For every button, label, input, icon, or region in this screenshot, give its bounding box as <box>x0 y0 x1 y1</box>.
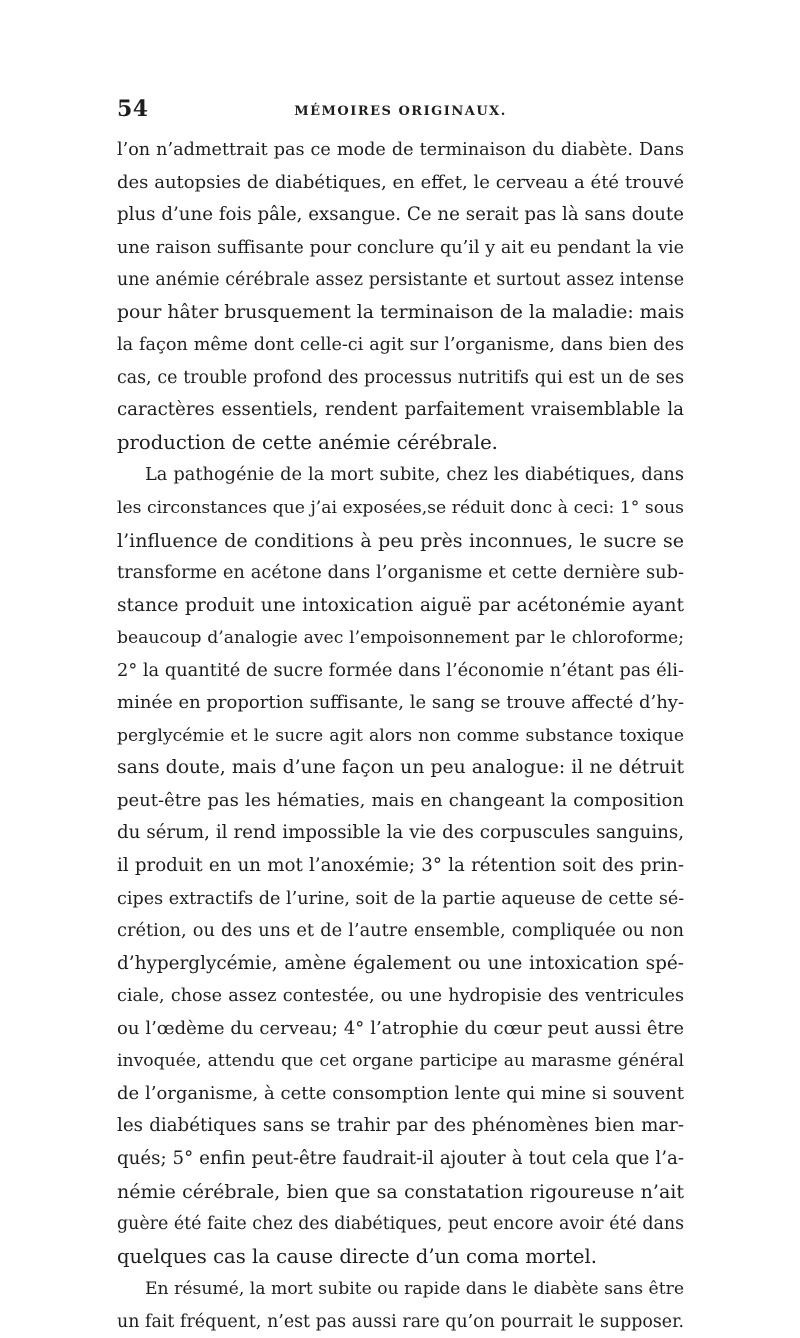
text-line: quelques cas la cause directe d’un coma mortel. <box>117 1244 597 1268</box>
text-line: pour hâter brusquement la terminaison de la maladie: mais <box>117 301 684 323</box>
text-line: crétion, ou des uns et de l’autre ensemble, compliquée ou non <box>117 920 684 942</box>
text-line: des autopsies de diabétiques, en effet, le cerveau a été trouvé <box>117 171 684 193</box>
text-line: némie cérébrale, bien que sa constatation rigoureuse n’ait <box>117 1180 684 1203</box>
text-line: il produit en un mot l’anoxémie; 3° la rétention soit des prin- <box>117 855 684 877</box>
running-title: MÉMOIRES ORIGINAUX. <box>294 104 507 119</box>
text-line: une anémie cérébrale assez persistante et surtout assez intense <box>117 270 684 291</box>
text-line: peut-être pas les hématies, mais en changeant la composition <box>117 789 684 811</box>
page-number: 54 <box>117 96 149 122</box>
text-line: beaucoup d’analogie avec l’empoisonnement par le chloroforme; <box>117 628 684 649</box>
text-line: qués; 5° enfin peut-être faudrait-il ajouter à tout cela que l’a- <box>117 1147 684 1169</box>
text-line: 2° la quantité de sucre formée dans l’économie n’étant pas éli- <box>117 659 684 681</box>
text-line: l’influence de conditions à peu près inconnues, le sucre se <box>117 529 684 552</box>
text-line: une raison suffisante pour conclure qu’il y ait eu pendant la vie <box>117 237 684 258</box>
text-line: cas, ce trouble profond des processus nutritifs qui est un de ses <box>117 367 684 388</box>
text-line: stance produit une intoxication aiguë par acétonémie ayant <box>117 594 684 616</box>
body-text <box>117 134 684 1338</box>
paragraph-3 <box>117 1273 684 1338</box>
text-line: ciale, chose assez contestée, ou une hydropisie des ventricules <box>117 986 684 1007</box>
text-line: production de cette anémie cérébrale. <box>117 430 498 454</box>
page-header <box>117 96 684 126</box>
text-line: guère été faite chez des diabétiques, peut encore avoir été dans <box>117 1214 684 1235</box>
text-line: plus d’une fois pâle, exsangue. Ce ne serait pas là sans doute <box>117 204 684 226</box>
text-line: transforme en acétone dans l’organisme et cette dernière sub- <box>117 562 684 584</box>
text-line: du sérum, il rend impossible la vie des corpuscules sanguins, <box>117 822 684 844</box>
text-line: La pathogénie de la mort subite, chez les diabétiques, dans <box>145 464 684 486</box>
text-line: minée en proportion suffisante, le sang se trouve affecté d’hy- <box>117 692 684 714</box>
text-line: invoquée, attendu que cet organe participe au marasme général <box>117 1051 684 1072</box>
paragraph-1 <box>117 134 684 459</box>
text-line: un fait fréquent, n’est pas aussi rare qu’on pourrait le supposer. <box>117 1311 684 1332</box>
paragraph-2 <box>117 459 684 1273</box>
text-line: En résumé, la mort subite ou rapide dans le diabète sans être <box>145 1279 684 1300</box>
text-line: les circonstances que j’ai exposées,se réduit donc à ceci: 1° sous <box>117 498 684 519</box>
text-line: d’hyperglycémie, amène également ou une intoxication spé- <box>117 952 684 974</box>
text-line: perglycémie et le sucre agit alors non comme substance toxique <box>117 725 684 746</box>
text-line: de l’organisme, à cette consomption lente qui mine si souvent <box>117 1082 684 1104</box>
text-line: sans doute, mais d’une façon un peu analogue: il ne détruit <box>117 757 684 779</box>
text-line: ou l’œdème du cerveau; 4° l’atrophie du cœur peut aussi être <box>117 1017 684 1039</box>
text-line: cipes extractifs de l’urine, soit de la partie aqueuse de cette sé- <box>117 888 684 909</box>
text-line: l’on n’admettrait pas ce mode de terminaison du diabète. Dans <box>117 140 684 160</box>
text-line: la façon même dont celle-ci agit sur l’organisme, dans bien des <box>117 335 684 356</box>
text-line: caractères essentiels, rendent parfaitement vraisemblable la <box>117 399 684 421</box>
text-line: les diabétiques sans se trahir par des phénomènes bien mar- <box>117 1115 684 1137</box>
